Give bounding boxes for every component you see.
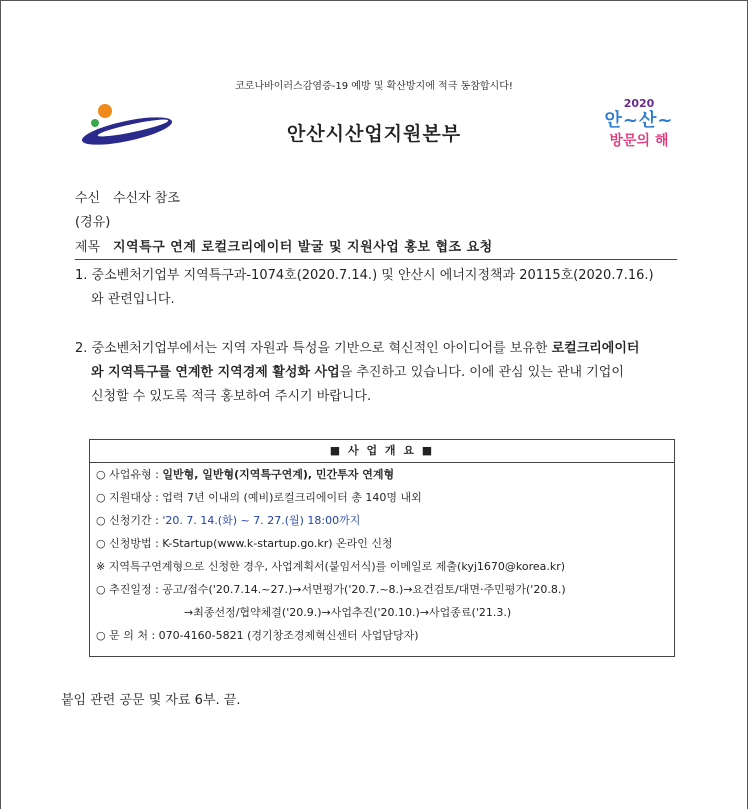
box-row-contact: ○ 문 의 처 : 070-4160-5821 (경기창조경제혁신센터 사업담당자) xyxy=(96,629,419,642)
paragraph-2 xyxy=(75,337,685,409)
box-title: ■ 사 업 개 요 ■ xyxy=(90,440,674,463)
box-row-target: ○ 지원대상 : 업력 7년 이내의 (예비)로컬크리에이터 총 140명 내외 xyxy=(96,491,422,504)
attachment-line: 붙임 관련 공문 및 자료 6부. 끝. xyxy=(61,693,241,708)
para2-line1b: 로컬크리에이터 xyxy=(551,341,640,356)
type-value: 일반형, 일반형(지역특구연계), 민간투자 연계형 xyxy=(162,468,395,481)
slogan: 코로나바이러스감염증-19 예방 및 확산방지에 적극 동참합시다! xyxy=(235,81,513,92)
subject-value: 지역특구 연계 로컬크리에이터 발굴 및 지원사업 홍보 협조 요청 xyxy=(113,240,493,255)
paragraph-1 xyxy=(75,264,685,312)
box-row-schedule-cont: →최종선정/협약체결('20.9.)→사업추진('20.10.)→사업종료('21.3.) xyxy=(184,606,512,619)
visit-year-logo xyxy=(599,97,679,167)
para2-line2 xyxy=(75,361,685,385)
visit-logo-year: 2020 xyxy=(623,97,655,110)
recipient-line xyxy=(75,187,180,206)
box-row-period xyxy=(90,509,674,532)
type-label: ○ 사업유형 : xyxy=(96,468,163,481)
box-row-schedule: ○ 추진일정 : 공고/접수('20.7.14.~27.)→서면평가('20.7.~8.)→요건검토/대면·주민평가('20.8.) xyxy=(96,583,566,596)
header-divider xyxy=(75,259,677,260)
period-value: '20. 7. 14.(화) ~ 7. 27.(월) 18:00까지 xyxy=(162,514,361,527)
recipient-value: 수신자 참조 xyxy=(113,191,180,206)
para2-line2a: 와 지역특구를 연계한 지역경제 활성화 사업 xyxy=(91,365,340,380)
business-overview-box xyxy=(89,439,675,657)
para1-line2: 와 관련입니다. xyxy=(91,292,175,307)
subject-line xyxy=(75,236,493,255)
box-row-method: ○ 신청방법 : K-Startup(www.k-startup.go.kr) 온라인 신청 xyxy=(96,537,393,550)
box-row-note: ※ 지역특구연계형으로 신청한 경우, 사업계획서(붙임서식)를 이메일로 제출(kyj1670@korea.kr) xyxy=(96,560,566,573)
via-line: (경유) xyxy=(75,215,111,230)
visit-logo-sub: 방문의 해 xyxy=(609,133,669,149)
para2-line1a: 2. 중소벤처기업부에서는 지역 자원과 특성을 기반으로 혁신적인 아이디어를 보유한 xyxy=(75,341,552,356)
org-title: 안산시산업지원본부 xyxy=(286,123,462,145)
para2-line3: 신청할 수 있도록 적극 홍보하여 주시기 바랍니다. xyxy=(91,389,372,404)
para1-line1: 1. 중소벤처기업부 지역특구과-1074호(2020.7.14.) 및 안산시 에너지정책과 20115호(2020.7.16.) xyxy=(75,268,654,283)
para2-line2b: 을 추진하고 있습니다. 이에 관심 있는 관내 기업이 xyxy=(339,365,624,380)
visit-logo-main: 안~산~ xyxy=(604,110,674,131)
period-label: ○ 신청기간 : xyxy=(96,514,163,527)
recipient-label: 수신 xyxy=(75,191,101,206)
subject-label: 제목 xyxy=(75,240,101,255)
box-row-type xyxy=(90,463,674,486)
